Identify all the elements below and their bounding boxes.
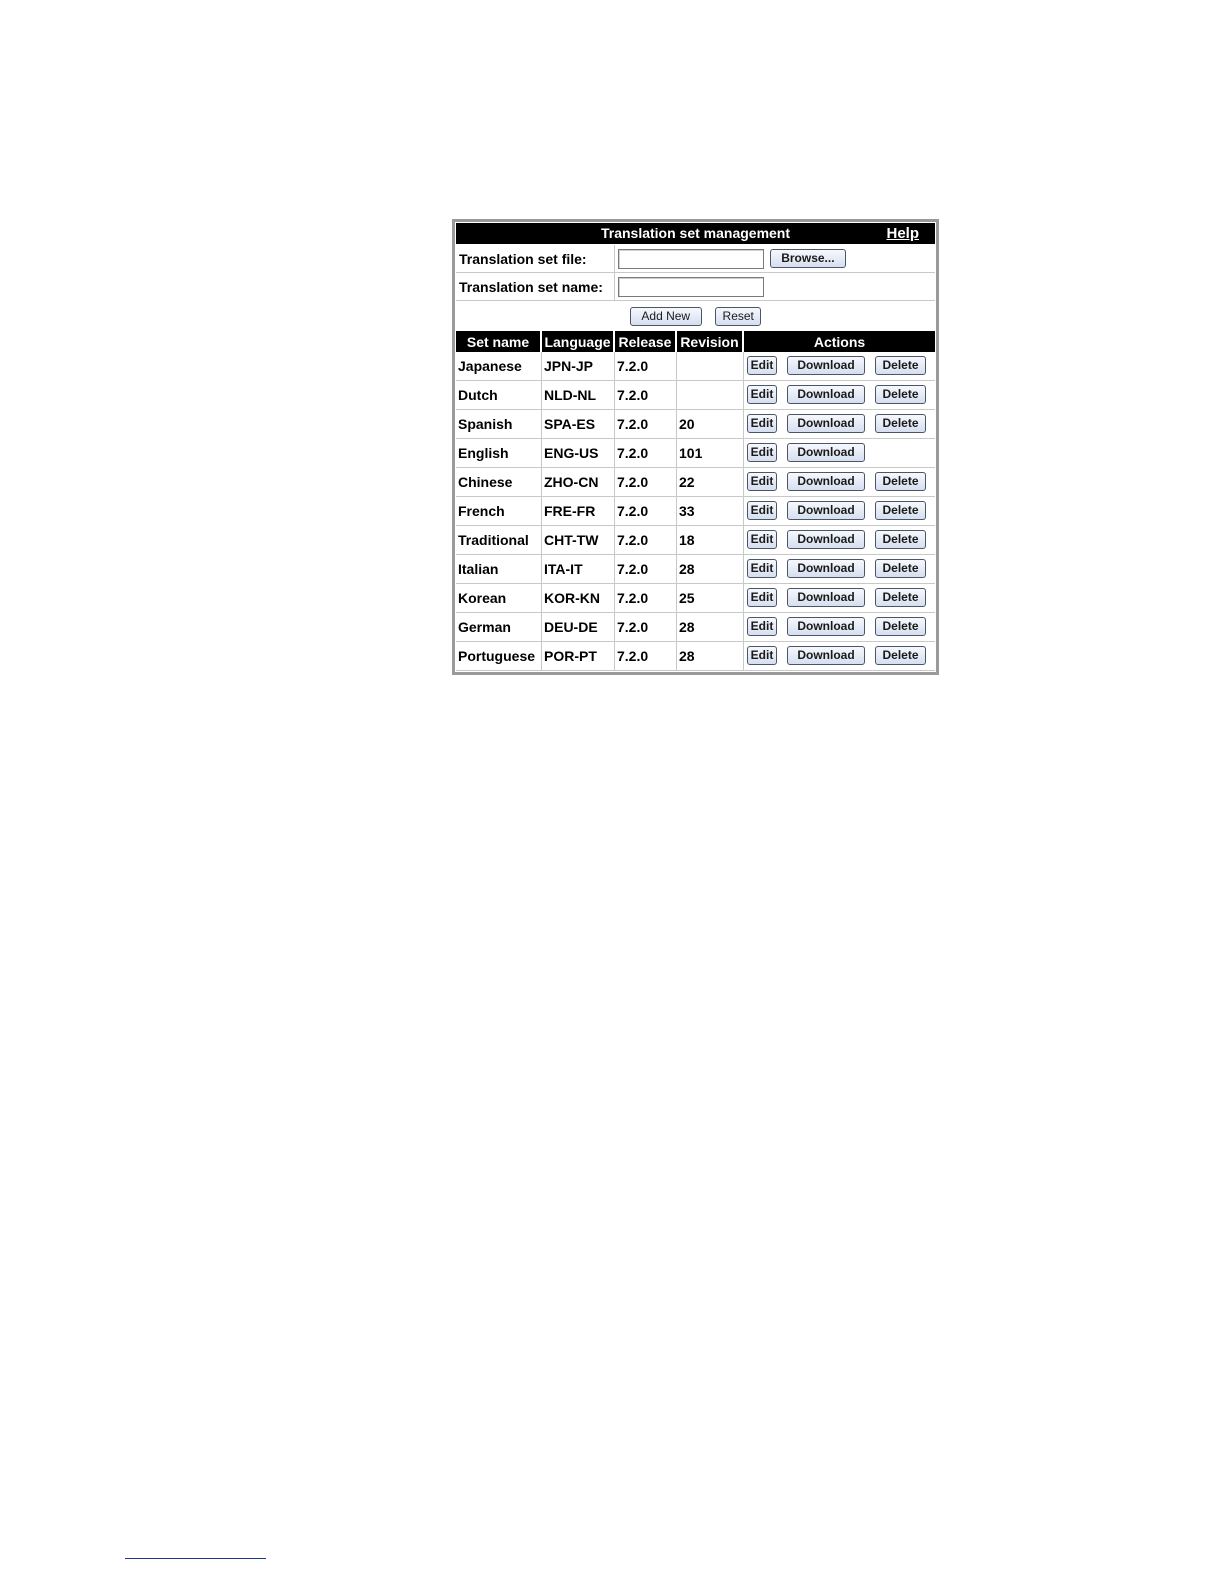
cell-actions bbox=[744, 497, 935, 526]
form-buttons bbox=[456, 301, 935, 331]
cell-revision: 22 bbox=[677, 468, 744, 497]
browse-button[interactable]: Browse... bbox=[770, 249, 846, 268]
cell-revision bbox=[677, 352, 744, 381]
file-path-input[interactable] bbox=[618, 249, 764, 269]
download-button[interactable]: Download bbox=[787, 414, 865, 433]
cell-set-name: Spanish bbox=[456, 410, 542, 439]
row-actions bbox=[744, 352, 935, 380]
table-row bbox=[456, 410, 935, 439]
table-row bbox=[456, 526, 935, 555]
delete-button[interactable]: Delete bbox=[875, 385, 926, 404]
cell-set-name: German bbox=[456, 613, 542, 642]
cell-revision: 101 bbox=[677, 439, 744, 468]
cell-language: CHT-TW bbox=[542, 526, 615, 555]
cell-actions bbox=[744, 584, 935, 613]
cell-revision: 25 bbox=[677, 584, 744, 613]
cell-release: 7.2.0 bbox=[615, 352, 677, 381]
cell-language: NLD-NL bbox=[542, 381, 615, 410]
cell-release: 7.2.0 bbox=[615, 642, 677, 671]
cell-set-name: Chinese bbox=[456, 468, 542, 497]
cell-language: ENG-US bbox=[542, 439, 615, 468]
cell-revision: 18 bbox=[677, 526, 744, 555]
delete-button[interactable]: Delete bbox=[875, 617, 926, 636]
file-row bbox=[456, 245, 935, 273]
table-row bbox=[456, 555, 935, 584]
cell-actions bbox=[744, 613, 935, 642]
row-actions bbox=[744, 468, 935, 496]
edit-button[interactable]: Edit bbox=[747, 530, 777, 549]
cell-actions bbox=[744, 352, 935, 381]
row-actions bbox=[744, 410, 935, 438]
table-row bbox=[456, 497, 935, 526]
set-name-input[interactable] bbox=[618, 277, 764, 297]
form-buttons-row bbox=[456, 301, 935, 331]
edit-button[interactable]: Edit bbox=[747, 501, 777, 520]
table-row bbox=[456, 352, 935, 381]
panel-titlebar bbox=[456, 223, 935, 244]
name-row bbox=[456, 273, 935, 301]
edit-button[interactable]: Edit bbox=[747, 472, 777, 491]
download-button[interactable]: Download bbox=[787, 501, 865, 520]
cell-release: 7.2.0 bbox=[615, 526, 677, 555]
cell-release: 7.2.0 bbox=[615, 497, 677, 526]
edit-button[interactable]: Edit bbox=[747, 588, 777, 607]
file-label: Translation set file: bbox=[456, 245, 615, 273]
delete-button[interactable]: Delete bbox=[875, 356, 926, 375]
help-link[interactable]: Help bbox=[886, 225, 919, 242]
add-new-button[interactable]: Add New bbox=[630, 307, 702, 326]
column-header-actions: Actions bbox=[744, 331, 935, 352]
cell-release: 7.2.0 bbox=[615, 555, 677, 584]
table-row bbox=[456, 642, 935, 671]
download-button[interactable]: Download bbox=[787, 588, 865, 607]
row-actions bbox=[744, 555, 935, 583]
cell-actions bbox=[744, 381, 935, 410]
delete-button[interactable]: Delete bbox=[875, 472, 926, 491]
download-button[interactable]: Download bbox=[787, 646, 865, 665]
edit-button[interactable]: Edit bbox=[747, 356, 777, 375]
table-row bbox=[456, 468, 935, 497]
download-button[interactable]: Download bbox=[787, 617, 865, 636]
delete-button[interactable]: Delete bbox=[875, 530, 926, 549]
row-actions bbox=[744, 584, 935, 612]
table-body bbox=[456, 352, 935, 671]
cell-language: SPA-ES bbox=[542, 410, 615, 439]
cell-revision: 20 bbox=[677, 410, 744, 439]
delete-button[interactable]: Delete bbox=[875, 646, 926, 665]
delete-button[interactable]: Delete bbox=[875, 588, 926, 607]
edit-button[interactable]: Edit bbox=[747, 646, 777, 665]
footnote-separator bbox=[125, 1558, 266, 1559]
delete-button[interactable]: Delete bbox=[875, 501, 926, 520]
row-actions bbox=[744, 381, 935, 409]
download-button[interactable]: Download bbox=[787, 559, 865, 578]
panel-title: Translation set management bbox=[600, 225, 791, 241]
cell-set-name: French bbox=[456, 497, 542, 526]
reset-button[interactable]: Reset bbox=[715, 307, 761, 326]
edit-button[interactable]: Edit bbox=[747, 443, 777, 462]
cell-language: ITA-IT bbox=[542, 555, 615, 584]
cell-actions bbox=[744, 642, 935, 671]
cell-set-name: Japanese bbox=[456, 352, 542, 381]
edit-button[interactable]: Edit bbox=[747, 414, 777, 433]
download-button[interactable]: Download bbox=[787, 385, 865, 404]
cell-revision: 28 bbox=[677, 555, 744, 584]
cell-language: JPN-JP bbox=[542, 352, 615, 381]
cell-actions bbox=[744, 468, 935, 497]
cell-revision: 28 bbox=[677, 613, 744, 642]
table-header-row bbox=[456, 331, 935, 352]
download-button[interactable]: Download bbox=[787, 443, 865, 462]
row-actions bbox=[744, 497, 935, 525]
table-row bbox=[456, 439, 935, 468]
cell-revision bbox=[677, 381, 744, 410]
column-header-set-name: Set name bbox=[456, 331, 542, 352]
cell-set-name: Korean bbox=[456, 584, 542, 613]
cell-actions bbox=[744, 526, 935, 555]
cell-set-name: Portuguese bbox=[456, 642, 542, 671]
translation-set-panel bbox=[452, 219, 939, 675]
cell-set-name: Dutch bbox=[456, 381, 542, 410]
cell-language: DEU-DE bbox=[542, 613, 615, 642]
table-row bbox=[456, 584, 935, 613]
cell-language: ZHO-CN bbox=[542, 468, 615, 497]
table-row bbox=[456, 613, 935, 642]
cell-set-name: Traditional bbox=[456, 526, 542, 555]
cell-actions bbox=[744, 439, 935, 468]
translation-sets-table bbox=[456, 331, 935, 671]
row-actions bbox=[744, 439, 935, 467]
cell-release: 7.2.0 bbox=[615, 468, 677, 497]
delete-button[interactable]: Delete bbox=[875, 414, 926, 433]
column-header-language: Language bbox=[542, 331, 615, 352]
cell-set-name: English bbox=[456, 439, 542, 468]
name-field-cell bbox=[615, 273, 935, 301]
edit-button[interactable]: Edit bbox=[747, 385, 777, 404]
column-header-release: Release bbox=[615, 331, 677, 352]
upload-form bbox=[456, 245, 935, 331]
cell-release: 7.2.0 bbox=[615, 439, 677, 468]
cell-revision: 33 bbox=[677, 497, 744, 526]
cell-release: 7.2.0 bbox=[615, 584, 677, 613]
cell-actions bbox=[744, 555, 935, 584]
download-button[interactable]: Download bbox=[787, 472, 865, 491]
edit-button[interactable]: Edit bbox=[747, 559, 777, 578]
delete-button[interactable]: Delete bbox=[875, 559, 926, 578]
cell-actions bbox=[744, 410, 935, 439]
file-field-cell bbox=[615, 245, 935, 273]
cell-language: POR-PT bbox=[542, 642, 615, 671]
cell-release: 7.2.0 bbox=[615, 381, 677, 410]
row-actions bbox=[744, 526, 935, 554]
cell-revision: 28 bbox=[677, 642, 744, 671]
row-actions bbox=[744, 642, 935, 670]
cell-language: FRE-FR bbox=[542, 497, 615, 526]
download-button[interactable]: Download bbox=[787, 530, 865, 549]
cell-set-name: Italian bbox=[456, 555, 542, 584]
edit-button[interactable]: Edit bbox=[747, 617, 777, 636]
row-actions bbox=[744, 613, 935, 641]
name-label: Translation set name: bbox=[456, 273, 615, 301]
cell-release: 7.2.0 bbox=[615, 410, 677, 439]
cell-language: KOR-KN bbox=[542, 584, 615, 613]
column-header-revision: Revision bbox=[677, 331, 744, 352]
cell-release: 7.2.0 bbox=[615, 613, 677, 642]
download-button[interactable]: Download bbox=[787, 356, 865, 375]
table-row bbox=[456, 381, 935, 410]
